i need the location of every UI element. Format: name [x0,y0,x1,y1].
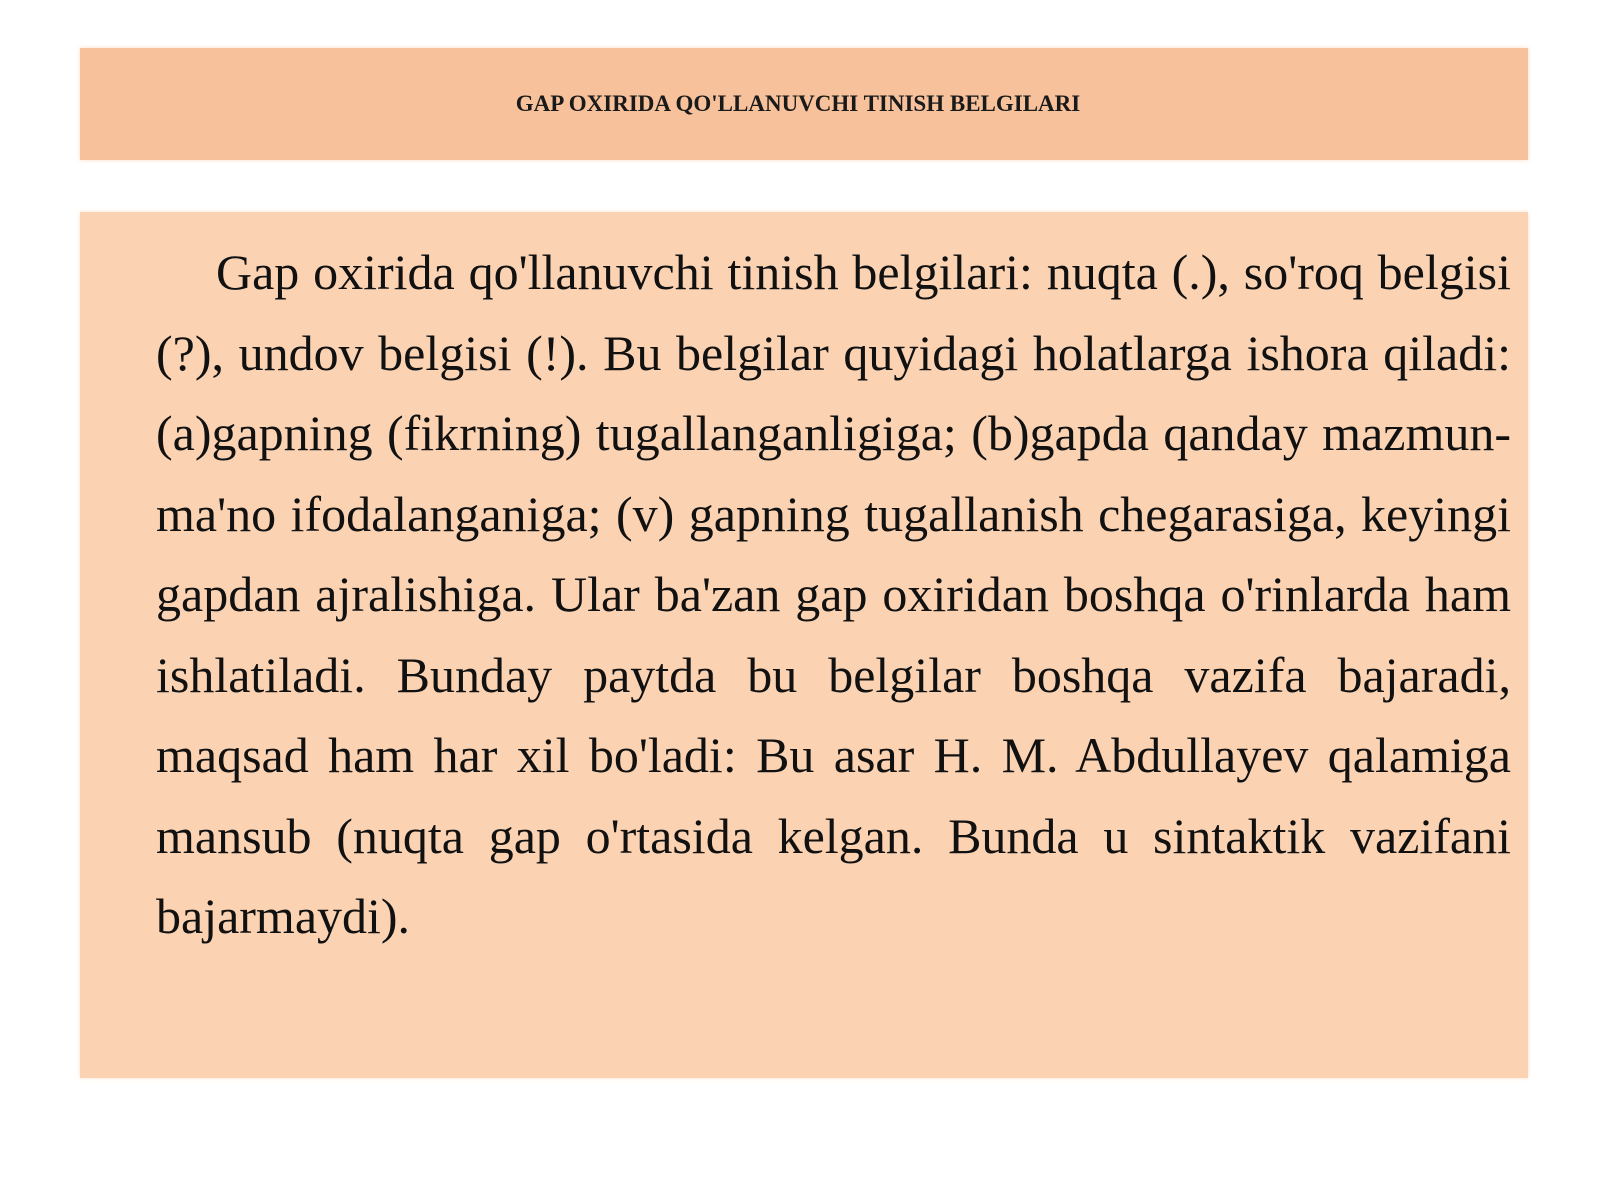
title-banner [80,48,1528,160]
slide-title: GAP OXIRIDA QO'LLANUVCHI TINISH BELGILARI [515,91,1081,116]
body-paragraph: Gap oxirida qo'llanuvchi tinish belgilari: nuqta (.), so'roq belgisi (?), undov belgisi (!). Bu belgilar quyidagi holatlarga ishora qiladi: (a)gapning (fikrning) tugallanganligiga; (b)gapda qanday mazmun-ma'no ifodalanganiga; (v) gapning tugallanish chegarasiga, keyingi gapdan ajralishiga. Ular ba'zan gap oxiridan boshqa o'rinlarda ham ishlatiladi. Bunday paytda bu belgilar boshqa vazifa bajaradi, maqsad ham har xil bo'ladi: Bu asar H. M. Abdullayev qalamiga mansub (nuqta gap o'rtasida kelgan. Bunda u sintaktik vazifani bajarmaydi). [156,244,1511,944]
